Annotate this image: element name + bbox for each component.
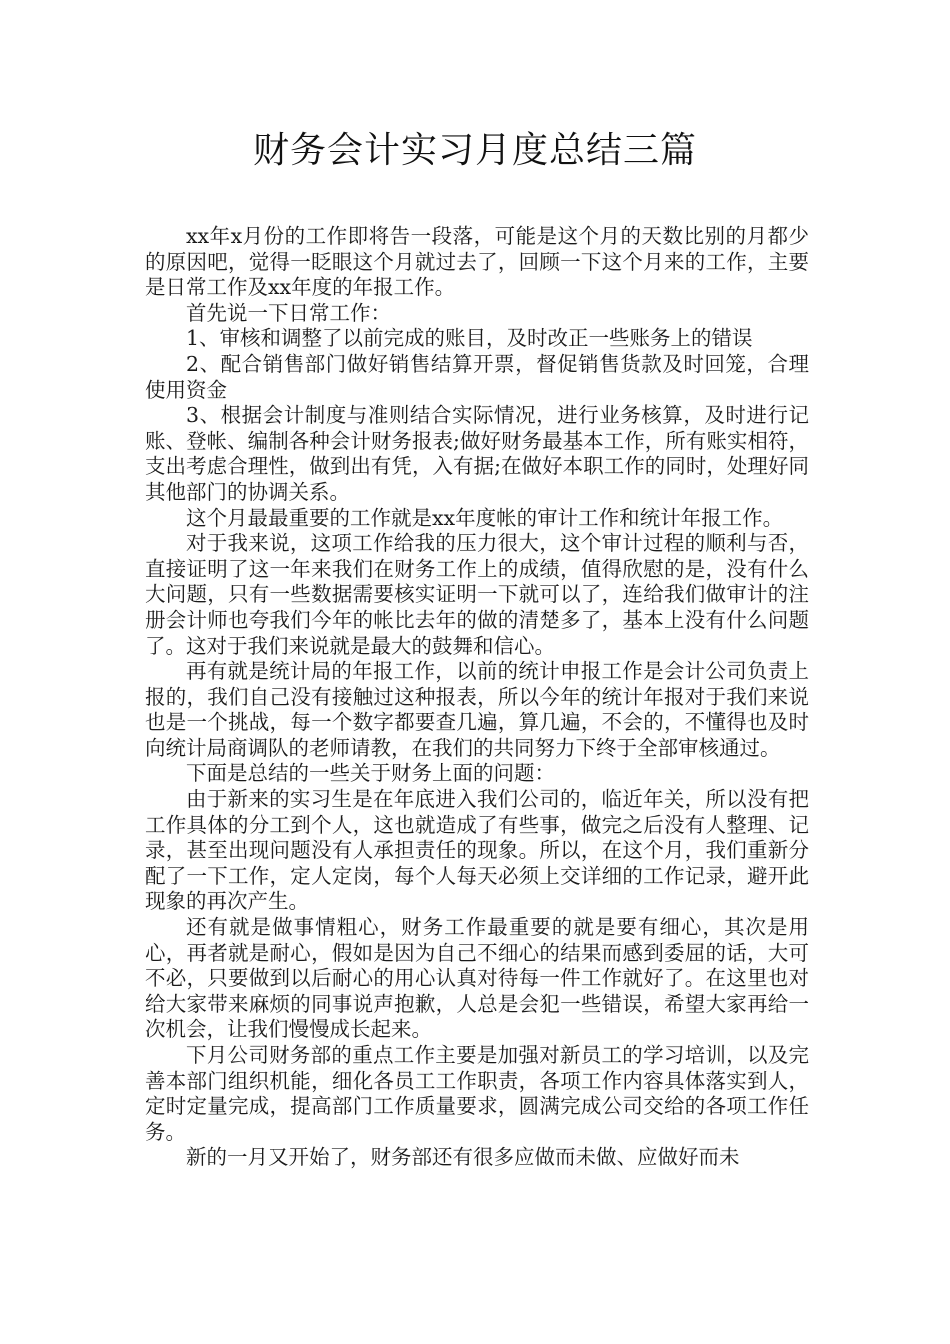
- document-body: [145, 224, 809, 1171]
- paragraph-item-2: 2、配合销售部门做好销售结算开票，督促销售货款及时回笼，合理使用资金: [145, 351, 809, 402]
- page-title: 财务会计实习月度总结三篇: [252, 130, 697, 171]
- paragraph-daily-work-heading: 首先说一下日常工作：: [186, 300, 391, 325]
- paragraph-audit-work: 这个月最最重要的工作就是xx年度帐的审计工作和统计年报工作。: [186, 505, 784, 530]
- paragraph-item-3: 3、根据会计制度与准则结合实际情况，进行业务核算，及时进行记账、登帐、编制各种会计财务报表;做好财务最基本工作，所有账实相符，支出考虑合理性，做到出有凭，入有据;在做好本职工作的同时，处理好同其他部门的协调关系。: [145, 403, 809, 504]
- paragraph-intro: xx年x月份的工作即将告一段落，可能是这个月的天数比别的月都少的原因吧，觉得一眨眼这个月就过去了，回顾一下这个月来的工作，主要是日常工作及xx年度的年报工作。: [145, 224, 809, 300]
- paragraph-problem-division: 由于新来的实习生是在年底进入我们公司的，临近年关，所以没有把工作具体的分工到个人，这也就造成了有些事，做完之后没有人整理、记录，甚至出现问题没有人承担责任的现象。所以，在这个月，我们重新分配了一下工作，定人定岗，每个人每天必须上交详细的工作记录，避开此现象的再次产生。: [145, 787, 809, 914]
- paragraph-new-month: 新的一月又开始了，财务部还有很多应做而未做、应做好而未: [186, 1145, 740, 1170]
- paragraph-problem-carelessness: 还有就是做事情粗心，财务工作最重要的就是要有细心，其次是用心，再者就是耐心，假如是因为自己不细心的结果而感到委屈的话，大可不必，只要做到以后耐心的用心认真对待每一件工作就好了。在这里也对给大家带来麻烦的同事说声抱歉，人总是会犯一些错误，希望大家再给一次机会，让我们慢慢成长起来。: [145, 915, 809, 1042]
- paragraph-audit-pressure: 对于我来说，这项工作给我的压力很大，这个审计过程的顺利与否，直接证明了这一年来我们在财务工作上的成绩，值得欣慰的是，没有什么大问题，只有一些数据需要核实证明一下就可以了，连给我们做审计的注册会计师也夸我们今年的帐比去年的做的清楚多了，基本上没有什么问题了。这对于我们来说就是最大的鼓舞和信心。: [145, 531, 809, 658]
- paragraph-item-1: 1、审核和调整了以前完成的账目，及时改正一些账务上的错误: [186, 326, 753, 351]
- paragraph-problems-heading: 下面是总结的一些关于财务上面的问题：: [186, 761, 555, 786]
- paragraph-statistics-report: 再有就是统计局的年报工作，以前的统计申报工作是会计公司负责上报的，我们自己没有接触过这种报表，所以今年的统计年报对于我们来说也是一个挑战，每一个数字都要查几遍，算几遍，不会的，不懂得也及时向统计局商调队的老师请教，在我们的共同努力下终于全部审核通过。: [145, 659, 809, 760]
- paragraph-next-month-plan: 下月公司财务部的重点工作主要是加强对新员工的学习培训，以及完善本部门组织机能，细化各员工工作职责，各项工作内容具体落实到人，定时定量完成，提高部门工作质量要求，圆满完成公司交给的各项工作任务。: [145, 1043, 809, 1144]
